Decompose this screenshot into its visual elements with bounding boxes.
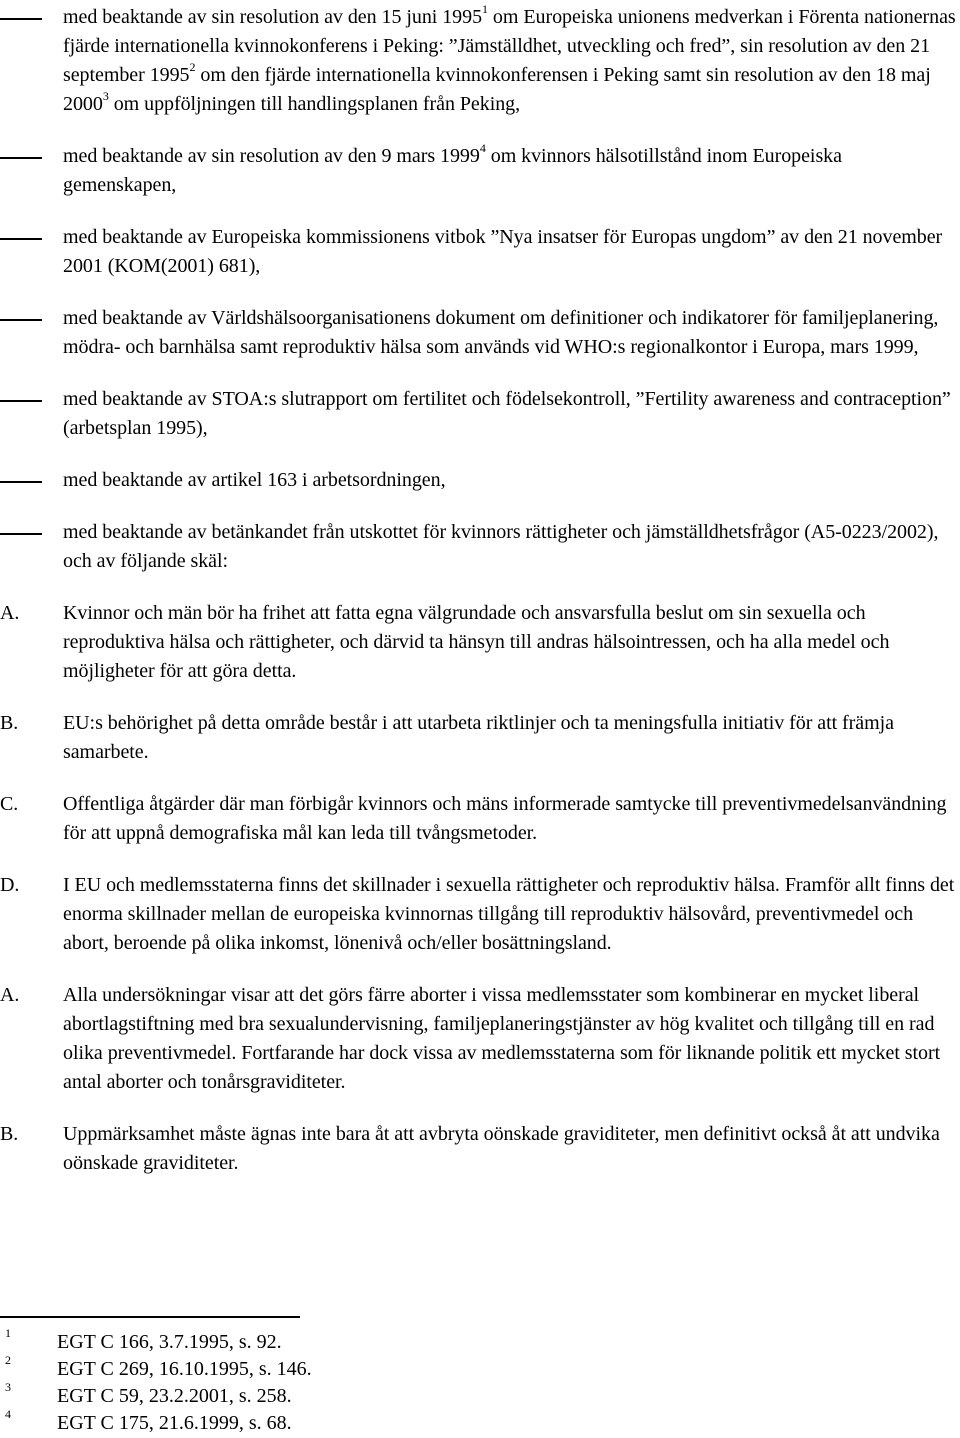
- dash-marker: [0, 385, 42, 402]
- recital-text: Alla undersökningar visar att det görs färre aborter i vissa medlemsstater som kombinerar en mycket liberal abortlagstiftning med bra sexualundervisning, familjeplaneringstjänster av hög kvalitet och tillgång till en rad olika preventivmedel. Fortfarande har dock vissa av medlemsstaterna som för liknande politik ett mycket stort antal aborter och tonårsgraviditeter.: [63, 984, 941, 1093]
- recital-label: C.: [0, 793, 19, 815]
- citation-item: [0, 518, 960, 576]
- footnote-separator: [0, 1316, 300, 1318]
- recital-item: [0, 871, 960, 958]
- recital-item: [0, 790, 960, 848]
- citation-item: [0, 304, 960, 362]
- footnote: [0, 1407, 500, 1438]
- footnote-ref: 3: [102, 89, 109, 104]
- recital-text: EU:s behörighet på detta område består i att utarbeta riktlinjer och ta meningsfulla initiativ för att främja samarbete.: [63, 712, 894, 763]
- recital-item: [0, 1120, 960, 1178]
- document-body: [0, 3, 960, 1178]
- footnote-ref: 1: [482, 2, 488, 17]
- footnote-number: 2: [5, 1353, 11, 1367]
- dash-marker: [0, 518, 42, 535]
- recital-item: [0, 709, 960, 767]
- citation-text: med beaktande av sin resolution av den 15 juni 1995$^1$ om Europeiska unionens medverkan i Förenta nationernas fjärde internationella kvinnokonferens i Peking: ”Jämställdhet, utveckling och fred”, sin resolution av den 21 september 1995$^2$ om den fjärde internationella kvinnokonferensen i Peking samt sin resolution av den 18 maj 2000$^3$ om uppföljningen till handlingsplanen från Peking,: [63, 2, 956, 115]
- footnote-text: EGT C 175, 21.6.1999, s. 68.: [57, 1412, 292, 1434]
- footnote-text: EGT C 166, 3.7.1995, s. 92.: [57, 1331, 282, 1353]
- dash-marker: [0, 142, 42, 159]
- recital-label: D.: [0, 874, 20, 896]
- footnote: [0, 1353, 500, 1384]
- footnote: [0, 1326, 500, 1357]
- recital-item: [0, 981, 960, 1097]
- recital-label: B.: [0, 1123, 19, 1145]
- citation-text: med beaktande av sin resolution av den 9 mars 1999$^4$ om kvinnors hälsotillstånd inom Europeiska gemenskapen,: [63, 141, 842, 196]
- recital-text: I EU och medlemsstaterna finns det skillnader i sexuella rättigheter och reproduktiv hälsa. Framför allt finns det enorma skillnader mellan de europeiska kvinnornas tillgång till reproduktiv hälsovård, preventivmedel och abort, beroende på olika inkomst, lönenivå och/eller bosättningsland.: [63, 874, 955, 954]
- recital-label: A.: [0, 984, 20, 1006]
- citation-text: med beaktande av Europeiska kommissionens vitbok ”Nya insatser för Europas ungdom” av den 21 november 2001 (KOM(2001) 681),: [63, 226, 943, 277]
- footnote-text: EGT C 269, 16.10.1995, s. 146.: [57, 1358, 312, 1380]
- recital-label: B.: [0, 712, 19, 734]
- citation-item: [0, 466, 960, 495]
- recital-text: Kvinnor och män bör ha frihet att fatta egna välgrundade och ansvarsfulla beslut om sin sexuella och reproduktiva hälsa och rättigheter, och därvid ta hänsyn till andras hälsointressen, och ha alla medel och möjligheter för att göra detta.: [63, 602, 890, 682]
- footnote-number: 3: [5, 1380, 11, 1394]
- citation-text: med beaktande av artikel 163 i arbetsordningen,: [63, 469, 446, 491]
- footnote: [0, 1380, 500, 1411]
- citation-text: med beaktande av betänkandet från utskottet för kvinnors rättigheter och jämställdhetsfrågor (A5-0223/2002), och av följande skäl:: [63, 521, 939, 572]
- footnote-number: 4: [5, 1407, 11, 1421]
- dash-marker: [0, 3, 42, 20]
- dash-marker: [0, 304, 42, 321]
- recital-text: Uppmärksamhet måste ägnas inte bara åt att avbryta oönskade graviditeter, men definitivt också åt att undvika oönskade graviditeter.: [63, 1123, 940, 1174]
- dash-marker: [0, 466, 42, 483]
- footnote-number: 1: [5, 1326, 11, 1340]
- recital-text: Offentliga åtgärder där man förbigår kvinnors och mäns informerade samtycke till preventivmedelsanvändning för att uppnå demografiska mål kan leda till tvångsmetoder.: [63, 793, 947, 844]
- citation-text: med beaktande av STOA:s slutrapport om fertilitet och födelsekontroll, ”Fertility awareness and contraception” (arbetsplan 1995),: [63, 388, 951, 439]
- citation-item: [0, 223, 960, 281]
- recital-item: [0, 599, 960, 686]
- citation-item: [0, 385, 960, 443]
- citation-text: med beaktande av Världshälsoorganisationens dokument om definitioner och indikatorer för familjeplanering, mödra- och barnhälsa samt reproduktiv hälsa som används vid WHO:s regionalkontor i Europa, mars 1999,: [63, 307, 939, 358]
- footnote-text: EGT C 59, 23.2.2001, s. 258.: [57, 1385, 292, 1407]
- citation-item: [0, 3, 960, 119]
- footnote-ref: 4: [479, 141, 486, 156]
- footnotes: [0, 1326, 500, 1438]
- recital-label: A.: [0, 602, 20, 624]
- citation-item: [0, 142, 960, 200]
- dash-marker: [0, 223, 42, 240]
- footnote-ref: 2: [189, 60, 196, 75]
